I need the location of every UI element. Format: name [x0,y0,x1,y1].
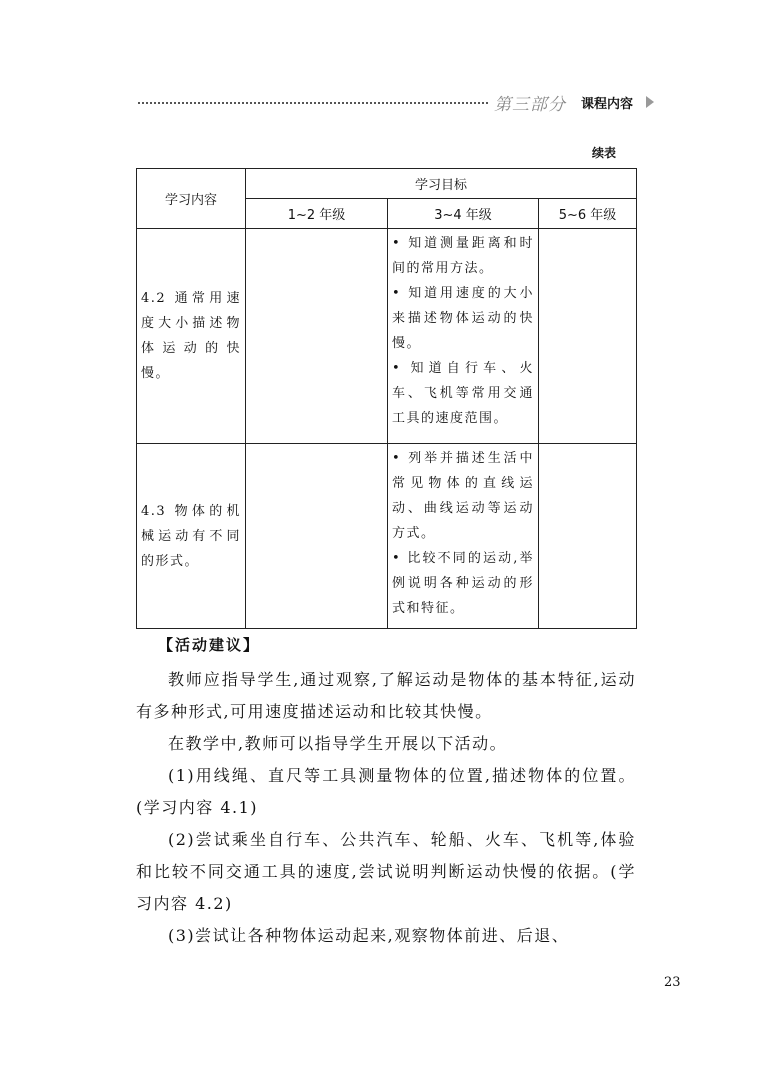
activity-body [136,664,636,952]
header-grade-3-4: 3~4 年级 [388,199,539,229]
row-grade-5-6 [539,444,636,448]
table-row [137,229,637,444]
goal-item: • 比较不同的运动,举例说明各种运动的形式和特征。 [392,551,534,616]
header-triangle-icon [646,96,654,108]
header-learning-goals: 学习目标 [246,169,637,199]
goal-item: • 知道用速度的大小来描述物体运动的快慢。 [392,286,534,351]
standards-table [136,168,637,629]
goal-item: • 列举并描述生活中常见物体的直线运动、曲线运动等运动方式。 [392,451,534,541]
activity-paragraph: (1)用线绳、直尺等工具测量物体的位置,描述物体的位置。(学习内容 4.1) [136,766,636,817]
goal-item: • 知道自行车、火车、飞机等常用交通工具的速度范围。 [392,361,534,426]
row-grade-1-2 [246,229,387,233]
header-title: 课程内容 [581,97,634,112]
goal-item: • 知道测量距离和时间的常用方法。 [392,236,534,276]
activity-paragraph: (3)尝试让各种物体运动起来,观察物体前进、后退、 [168,926,570,945]
activity-section-title: 【活动建议】 [158,636,261,654]
activity-paragraph: 在教学中,教师可以指导学生开展以下活动。 [168,734,508,753]
header-dotted-line [138,102,488,104]
row-grade-5-6 [539,229,636,233]
activity-paragraph: 教师应指导学生,通过观察,了解运动是物体的基本特征,运动有多种形式,可用速度描述运动和比较其快慢。 [136,670,636,721]
page-number: 23 [664,975,681,990]
header-learning-content: 学习内容 [137,169,246,229]
continued-label: 续表 [592,146,617,160]
table-row [137,444,637,629]
header-grade-5-6: 5~6 年级 [539,199,637,229]
row-grade-1-2 [246,444,387,448]
activity-paragraph: (2)尝试乘坐自行车、公共汽车、轮船、火车、飞机等,体验和比较不同交通工具的速度,尝试说明判断运动快慢的依据。(学习内容 4.2) [136,830,636,913]
row-content: 4.2 通常用速度大小描述物体运动的快慢。 [141,291,241,381]
row-content: 4.3 物体的机械运动有不同的形式。 [141,503,241,569]
header-part: 第三部分 [494,95,566,115]
header-grade-1-2: 1~2 年级 [246,199,388,229]
